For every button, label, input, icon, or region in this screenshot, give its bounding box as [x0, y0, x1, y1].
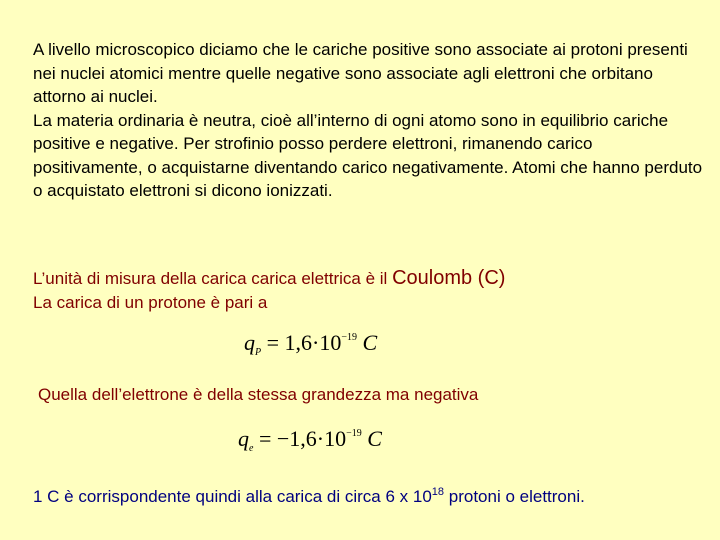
formula-electron-unit: C — [361, 426, 382, 451]
formula-electron-symbol: q — [238, 426, 249, 451]
formula-proton-value: 1,6·10 — [284, 330, 342, 355]
unit-of-measure-line — [33, 266, 703, 291]
coulomb-equivalence-text — [33, 480, 585, 509]
intro-paragraph-2: La materia ordinaria è neutra, cioè all’interno di ogni atomo sono in equilibrio cariche positive e negative. Per strofinio posso perdere elettroni, rimanendo carico positivamente, o acquistarne diventando carico negativamente. Atomi che hanno perduto o acquistato elettroni si dicono ionizzati. — [33, 110, 703, 200]
unit-of-measure-text: L’unità di misura della carica carica elettrica è il — [33, 269, 393, 288]
proton-charge-text: La carica di un protone è pari a — [33, 293, 268, 312]
final-text-after: protoni o elettroni. — [444, 487, 585, 506]
coulomb-unit: Coulomb (C) — [392, 267, 506, 289]
electron-charge-formula — [238, 426, 382, 454]
intro-text — [33, 38, 703, 203]
proton-charge-formula — [244, 330, 377, 358]
electron-charge-text: Quella dell’elettrone è della stessa grandezza ma negativa — [38, 385, 479, 404]
unit-of-measure-block — [33, 266, 703, 315]
formula-electron-subscript: e — [249, 443, 254, 454]
formula-proton-exponent: −19 — [341, 332, 357, 343]
formula-proton-unit: C — [357, 330, 378, 355]
intro-paragraph-1: A livello microscopico diciamo che le cariche positive sono associate ai protoni presenti nei nuclei atomici mentre quelle negative sono associate agli elettroni che orbitano attorno ai nuclei. — [33, 40, 688, 106]
formula-proton-symbol: q — [244, 330, 255, 355]
formula-proton-equals: = — [261, 330, 285, 355]
final-text-before: 1 C è corrispondente quindi alla carica di circa 6 x 10 — [33, 487, 432, 506]
formula-electron-exponent: −19 — [346, 428, 362, 439]
final-exponent: 18 — [431, 486, 445, 498]
formula-proton-subscript: P — [255, 347, 262, 358]
formula-electron-equals: = — [253, 426, 277, 451]
formula-electron-value: −1,6·10 — [276, 426, 347, 451]
